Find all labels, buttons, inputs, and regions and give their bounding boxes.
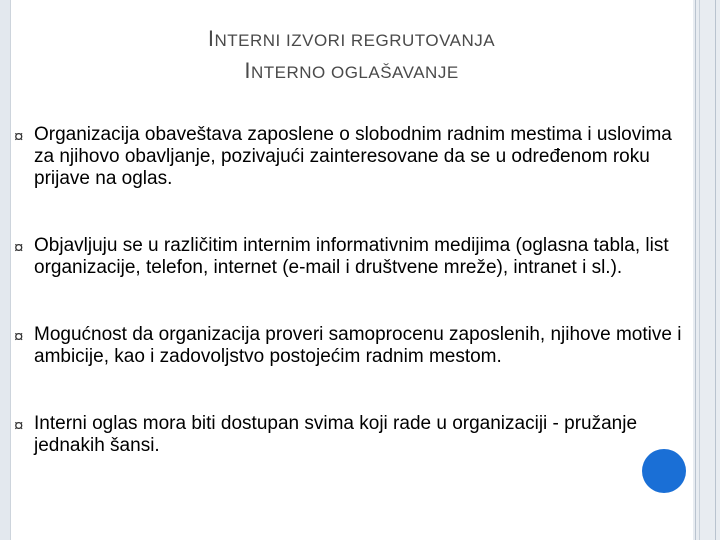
- bullet-text: Organizacija obaveštava zaposlene o slobodnim radnim mestima i uslovima za njihovo obavljanje, pozivajući zainteresovane da se u određenom roku prijave na oglas.: [34, 124, 672, 189]
- bullet-marker-icon: ¤: [14, 327, 24, 346]
- bullet-item: [14, 413, 694, 457]
- blue-circle-decoration: [642, 449, 686, 493]
- slide-subtitle: INTERNO OGLAŠAVANJE: [244, 58, 459, 83]
- bullet-marker-icon: ¤: [14, 416, 24, 435]
- bullet-text: Objavljuju se u različitim internim informativnim medijima (oglasna tabla, list organizacije, telefon, internet (e-mail i društvene mreže), intranet i sl.).: [34, 235, 669, 278]
- bullet-marker-icon: ¤: [14, 127, 24, 146]
- bullet-item: [14, 235, 694, 279]
- bullet-list: [14, 124, 694, 457]
- slide-title: INTERNI IZVORI REGRUTOVANJA: [207, 26, 496, 51]
- right-rail-decoration: [693, 0, 720, 540]
- bullet-item: [14, 124, 694, 190]
- bullet-text: Interni oglas mora biti dostupan svima koji rade u organizaciji - pružanje jednakih šansi.: [34, 413, 638, 456]
- bullet-marker-icon: ¤: [14, 238, 24, 257]
- bullet-text: Mogućnost da organizacija proveri samoprocenu zaposlenih, njihove motive i ambicije, kao i zadovoljstvo postojećim radnim mestom.: [34, 324, 682, 367]
- bullet-item: [14, 324, 694, 368]
